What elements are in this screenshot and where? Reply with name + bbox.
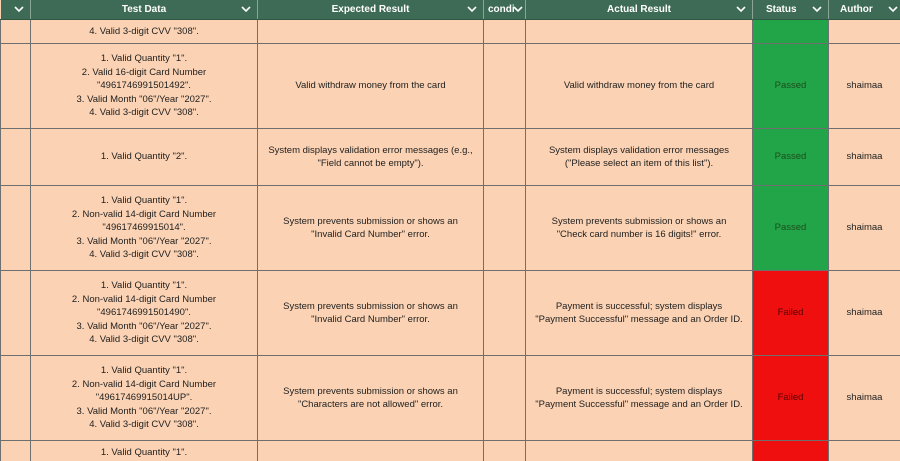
chevron-down-icon[interactable] (513, 3, 523, 15)
cell-line: Payment is successful; system displays (555, 300, 723, 312)
test-data-cell[interactable] (31, 356, 258, 441)
table-row (1, 441, 900, 461)
cell-line: 2. Non-valid 14-digit Card Number (71, 208, 217, 220)
cell-line: System prevents submission or shows an (283, 300, 458, 312)
cell-line: 2. Non-valid 14-digit Card Number (71, 378, 217, 390)
header-actual-result[interactable] (526, 0, 753, 20)
table-row (1, 20, 900, 44)
cell-line: 1. Valid Quantity "1". (100, 280, 188, 292)
author-cell[interactable] (829, 44, 900, 129)
cell-line: 2. Valid 16-digit Card Number (81, 66, 207, 78)
chevron-down-icon[interactable] (888, 3, 898, 15)
cell-line: 4. Valid 3-digit CVV "308". (89, 334, 199, 346)
cell-line: 3. Valid Month "06"/Year "2027". (76, 235, 212, 247)
condition-cell[interactable] (484, 441, 526, 461)
condition-cell[interactable] (484, 20, 526, 44)
status-badge: Failed (777, 392, 804, 404)
cell-line: Payment is successful; system displays (555, 385, 723, 397)
author-cell[interactable] (829, 20, 900, 44)
status-cell[interactable] (753, 20, 829, 44)
condition-cell[interactable] (484, 186, 526, 271)
chevron-down-icon[interactable] (241, 3, 251, 15)
status-badge: Passed (774, 222, 807, 234)
actual-result-cell[interactable] (526, 186, 753, 271)
row-index-cell[interactable] (1, 271, 31, 356)
cell-line: ("Please select an item of this list"). (564, 158, 714, 169)
cell-line: Valid withdraw money from the card (563, 80, 715, 92)
cell-line: System displays validation error messages (548, 144, 730, 156)
cell-line: "Payment Successful" message and an Order ID. (535, 314, 743, 325)
table-body (1, 20, 900, 461)
test-data-cell[interactable] (31, 20, 258, 44)
cell-line: 4. Valid 3-digit CVV "308". (89, 249, 199, 261)
expected-result-cell[interactable] (258, 441, 484, 461)
expected-result-cell[interactable] (258, 129, 484, 186)
condition-cell[interactable] (484, 356, 526, 441)
cell-line: "Check card number is 16 digits!" error. (556, 229, 722, 240)
cell-line: "Field cannot be empty"). (317, 158, 424, 169)
cell-line: "49617469915014". (102, 222, 186, 234)
actual-result-cell[interactable] (526, 356, 753, 441)
cell-line: System prevents submission or shows an (283, 215, 458, 227)
chevron-down-icon[interactable] (14, 3, 24, 15)
cell-line: System prevents submission or shows an (551, 215, 727, 227)
row-index-cell[interactable] (1, 129, 31, 186)
cell-line: "Payment Successful" message and an Order ID. (535, 399, 743, 410)
status-cell[interactable] (753, 129, 829, 186)
author-cell[interactable] (829, 186, 900, 271)
author-name: shaimaa (846, 307, 883, 319)
cell-line: 4. Valid 3-digit CVV "308". (89, 25, 199, 37)
cell-line: Valid withdraw money from the card (295, 80, 446, 92)
cell-line: "Characters are not allowed" error. (297, 399, 444, 410)
cell-line: 4. Valid 3-digit CVV "308". (89, 107, 199, 119)
row-index-cell[interactable] (1, 20, 31, 44)
author-cell[interactable] (829, 441, 900, 461)
condition-cell[interactable] (484, 44, 526, 129)
test-data-cell[interactable] (31, 271, 258, 356)
header-label: Test Data (121, 4, 167, 15)
author-name: shaimaa (846, 392, 883, 404)
cell-line: 1. Valid Quantity "1". (100, 195, 188, 207)
test-data-cell[interactable] (31, 441, 258, 461)
test-data-cell[interactable] (31, 44, 258, 129)
table-row (1, 129, 900, 186)
author-cell[interactable] (829, 271, 900, 356)
status-cell[interactable] (753, 356, 829, 441)
header-condition[interactable] (484, 0, 526, 20)
author-cell[interactable] (829, 129, 900, 186)
cell-line: "Invalid Card Number" error. (311, 229, 430, 240)
actual-result-cell[interactable] (526, 20, 753, 44)
expected-result-cell[interactable] (258, 271, 484, 356)
chevron-down-icon[interactable] (467, 3, 477, 15)
actual-result-cell[interactable] (526, 441, 753, 461)
status-cell[interactable] (753, 186, 829, 271)
header-expected-result[interactable] (258, 0, 484, 20)
test-data-cell[interactable] (31, 129, 258, 186)
header-label: Author (840, 4, 873, 15)
header-index[interactable] (1, 0, 31, 20)
row-index-cell[interactable] (1, 186, 31, 271)
author-name: shaimaa (846, 222, 883, 234)
status-badge: Passed (774, 80, 807, 92)
status-badge: Passed (774, 151, 807, 163)
table-row (1, 271, 900, 356)
cell-line: 2. Non-valid 14-digit Card Number (71, 293, 217, 305)
cell-line: System prevents submission or shows an (283, 385, 458, 397)
cell-line: 1. Valid Quantity "1". (100, 365, 188, 377)
actual-result-cell[interactable] (526, 271, 753, 356)
author-name: shaimaa (846, 151, 883, 163)
condition-cell[interactable] (484, 271, 526, 356)
status-cell[interactable] (753, 44, 829, 129)
cell-line: "4961746991501490". (97, 307, 191, 319)
header-status[interactable] (753, 0, 829, 20)
author-cell[interactable] (829, 356, 900, 441)
header-label: Actual Result (607, 4, 671, 15)
cell-line: "Invalid Card Number" error. (311, 314, 430, 325)
cell-line: 3. Valid Month "06"/Year "2027". (76, 93, 212, 105)
condition-cell[interactable] (484, 129, 526, 186)
actual-result-cell[interactable] (526, 129, 753, 186)
header-row (1, 0, 900, 20)
cell-line: 1. Valid Quantity "1". (100, 447, 188, 458)
author-name: shaimaa (846, 80, 883, 92)
cell-line: 1. Valid Quantity "2". (100, 151, 188, 163)
expected-result-cell[interactable] (258, 20, 484, 44)
header-test-data[interactable] (31, 0, 258, 20)
header-author[interactable] (829, 0, 900, 20)
row-index-cell[interactable] (1, 441, 31, 461)
cell-line: 1. Valid Quantity "1". (100, 53, 188, 65)
header-label: Expected Result (331, 4, 410, 15)
table-row (1, 186, 900, 271)
status-badge: Failed (777, 307, 804, 319)
status-cell[interactable] (753, 271, 829, 356)
cell-line: 3. Valid Month "06"/Year "2027". (76, 320, 212, 332)
cell-line: 4. Valid 3-digit CVV "308". (89, 419, 199, 431)
test-data-cell[interactable] (31, 186, 258, 271)
cell-line: 3. Valid Month "06"/Year "2027". (76, 405, 212, 417)
cell-line: "49617469915014UP". (95, 392, 193, 404)
actual-result-cell[interactable] (526, 44, 753, 129)
cell-line: "4961746991501492". (97, 80, 191, 92)
chevron-down-icon[interactable] (812, 3, 822, 15)
cell-line: System displays validation error messages (e.g., (268, 144, 473, 156)
row-index-cell[interactable] (1, 44, 31, 129)
header-label: Status (766, 4, 797, 15)
header-label: condi (488, 4, 515, 15)
expected-result-cell[interactable] (258, 186, 484, 271)
expected-result-cell[interactable] (258, 44, 484, 129)
status-cell[interactable] (753, 441, 829, 461)
table-row (1, 356, 900, 441)
expected-result-cell[interactable] (258, 356, 484, 441)
chevron-down-icon[interactable] (736, 3, 746, 15)
row-index-cell[interactable] (1, 356, 31, 441)
table-row (1, 44, 900, 129)
